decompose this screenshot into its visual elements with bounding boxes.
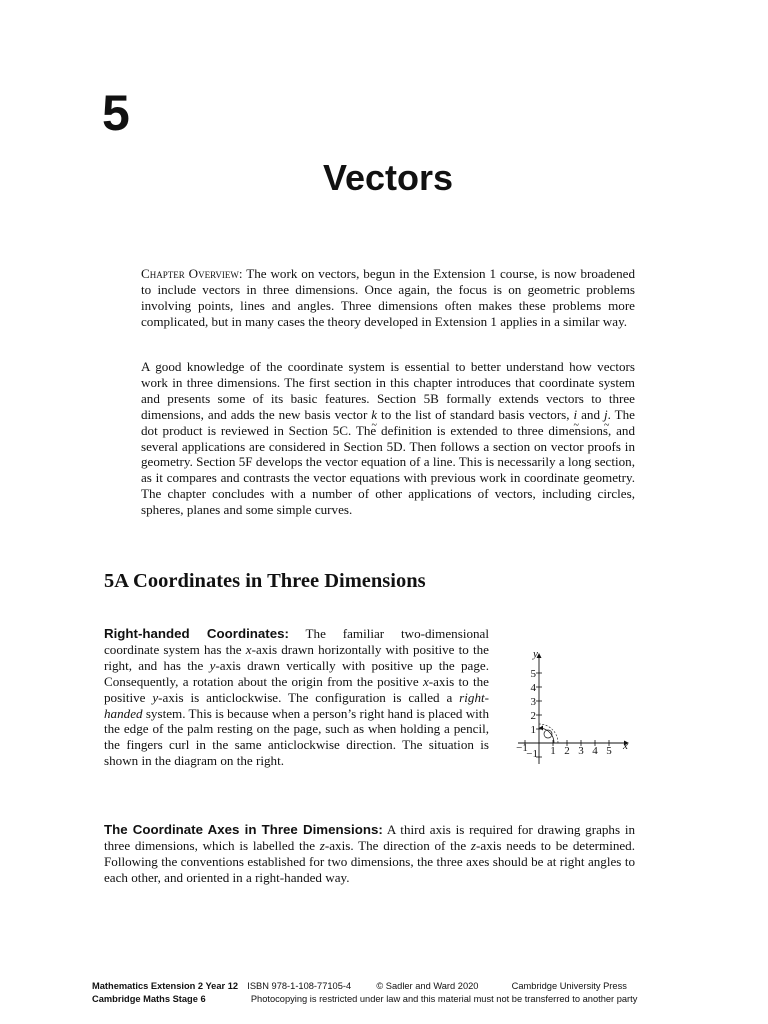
rh-y2: y [152, 689, 159, 705]
y-tick-label: 5 [530, 668, 536, 680]
axes-text-3: -axis needs to be determined. Following the conventions established for two dimensions, the three axes should be at right angles to each other, and oriented in a right-handed way. [104, 837, 636, 885]
footer-line-1 [92, 981, 627, 992]
right-handed-axes-diagram [500, 640, 640, 770]
coordinate-axes-paragraph [104, 822, 635, 886]
neg-y-label: −1 [526, 748, 538, 760]
x-tick-label: 1 [550, 745, 556, 757]
rh-text-2: -axis drawn horizontally with positive to the right, and has the [104, 641, 489, 673]
rh-text-3: -axis drawn vertically with positive up the page. Consequently, a rotation about the origin from the positive [104, 657, 489, 689]
rh-x2: x [422, 673, 429, 689]
chapter-number: 5 [102, 85, 130, 141]
right-handed-heading: Right-handed Coordinates: [104, 626, 289, 641]
x-tick-label: 4 [592, 745, 598, 757]
neg-x-label: −1 [516, 742, 528, 754]
basis-vector-k: k ~ [371, 407, 377, 423]
rh-y: y [209, 657, 216, 673]
footer-publisher: Cambridge University Press [511, 981, 627, 991]
y-tick-label: 4 [530, 682, 536, 694]
axes-z2: z [470, 837, 477, 853]
footer-isbn: ISBN 978-1-108-77105-4 [247, 981, 352, 991]
rh-x: x [245, 641, 252, 657]
rotation-arrowhead [539, 726, 543, 731]
rh-emphasis: right-handed [104, 689, 489, 721]
basis-vector-j: j ~ [604, 407, 608, 423]
overview-text: The work on vectors, begun in the Extension 1 course, is now broadened to include vectors in three dimensions. Once again, the focus is on geometric problems involving points, lines and angles. Three dimensions often makes these problems more complicated, but in many cases the theory developed in Extension 1 applies in a similar way. [141, 266, 635, 329]
rh-text-5: -axis is anticlockwise. The configuration is called a [158, 689, 460, 705]
rh-text-4: -axis to the positive [104, 673, 489, 705]
intro-text-2: to the list of standard basis vectors, [377, 406, 574, 422]
footer-copyright: © Sadler and Ward 2020 [376, 981, 479, 991]
chapter-overview [141, 266, 635, 330]
intro-paragraph [141, 359, 635, 518]
axes-text-2: -axis. The direction of the [324, 837, 471, 853]
basis-vector-i: i ~ [574, 407, 578, 423]
right-handed-paragraph [104, 626, 489, 769]
coordinate-axes-heading: The Coordinate Axes in Three Dimensions: [104, 822, 383, 837]
overview-label: Chapter Overview: [141, 266, 243, 281]
intro-and: and [577, 406, 604, 422]
x-tick-label: 5 [606, 745, 612, 757]
footer-book: Mathematics Extension 2 Year 12 [92, 981, 239, 991]
x-tick-label: 3 [578, 745, 584, 757]
axes-text-1: A third axis is required for drawing graphs in three dimensions, which is labelled the [104, 822, 636, 853]
footer-line-2 [92, 994, 637, 1005]
y-tick-label: 2 [530, 710, 536, 722]
y-axis-label: y [533, 648, 538, 660]
rh-text-1: The familiar two-dimensional coordinate system has the [104, 626, 490, 657]
axes-z: z [319, 837, 325, 853]
chapter-title: Vectors [322, 157, 454, 198]
intro-text-3: . The dot product is reviewed in Section 5C. The definition is extended to three dimensions, and several applications are considered in Section 5D. Then follows a section on vector proofs in geometry. Section 5F develops the vector equation of a line. This is necessarily a long section, as it compares and contrasts the vector equations with previous work in coordinate geometry. The chapter concludes with a number of other applications of vectors, including circles, spheres, planes and some simple curves. [141, 406, 635, 518]
x-axis-label: x [623, 740, 628, 752]
y-tick-label: 3 [530, 696, 536, 708]
rh-text-6: system. This is because when a person’s right hand is placed with the edge of the palm resting on the page, such as when holding a pencil, the fingers curl in the same anticlockwise direction. The situation is shown in the diagram on the right. [104, 705, 489, 769]
section-heading: 5A Coordinates in Three Dimensions [104, 570, 426, 592]
intro-text-1: A good knowledge of the coordinate system is essential to better understand how vectors work in three dimensions. The first section in this chapter introduces that coordinate system and presents some of its basic features. Section 5B formally extends vectors to three dimensions, and adds the new basis vector [141, 359, 635, 422]
x-tick-label: 2 [564, 745, 570, 757]
y-tick-label: 1 [530, 724, 536, 736]
footer-notice: Photocopying is restricted under law and this material must not be transferred to another party [250, 994, 638, 1004]
footer-series: Cambridge Maths Stage 6 [92, 994, 206, 1004]
